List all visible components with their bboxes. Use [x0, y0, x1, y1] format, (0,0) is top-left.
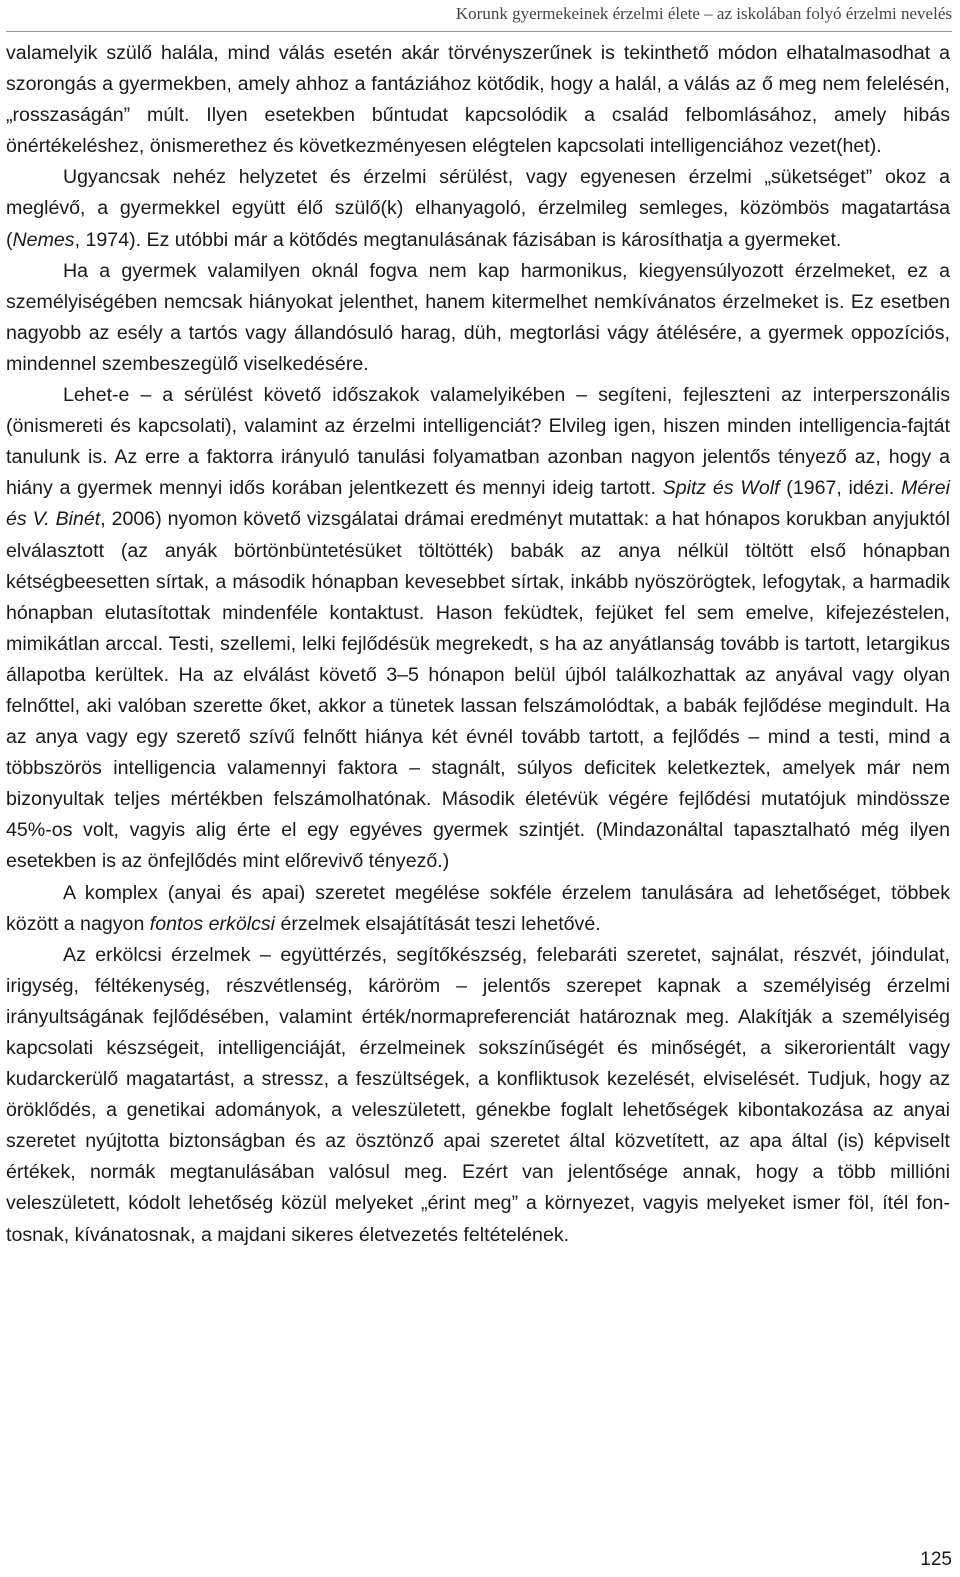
paragraph-p2: [6, 162, 950, 255]
text-segment: Ugyancsak nehéz helyzetet és érzelmi sérülést, vagy egyenesen érzelmi „süketséget” okoz a meglévő, a gyermekkel együtt élő szülő(k) elhanyagoló, érzelmileg semleges, közömbös magatartása (: [6, 166, 950, 251]
paragraph-p6: [6, 940, 950, 1251]
paragraph-p4: [6, 380, 950, 878]
italic-citation: Spitz és Wolf: [662, 477, 780, 500]
running-header: Korunk gyermekeinek érzelmi élete – az iskolában folyó érzelmi nevelés: [455, 4, 952, 23]
body-text: [6, 38, 950, 1251]
header-divider: [6, 31, 952, 32]
text-segment: , 1974). Ez utóbbi már a kötődés megtanulásának fázisában is károsíthatja a gyermeket.: [74, 228, 842, 251]
text-segment: valamelyik szülő halála, mind válás esetén akár törvényszerűnek is tekinthető módon elhatalmasodhat a szorongás a gyermekben, amely ahhoz a fantáziához kötődik, hogy a halál, a válás az ő meg nem felelésén, „rosszaságán” múlt. Ilyen esetekben bűntudat kapcsolódik a család felbomlásához, amely hibás önértékeléshez, önismerethez és következményesen elégtelen kapcsolati intelligenciához vezet(het).: [6, 42, 950, 158]
text-segment: Az erkölcsi érzelmek – együttérzés, segítőkészség, felebaráti szeretet, sajnálat, részvét, jóindulat, irigység, féltékenység, részvétlenség, káröröm – jelentős szerepet kapnak a személyiség érzelmi irányultságának fejlődésében, valamint érték/normapreferenciát határoznak meg. Alakítják a személyiség kapcsolati készségeit, intelligenciáját, érzelmeinek sokszínűségét és minőségét, a sikerorientált vagy kudarckerülő magatartást, a stressz, a feszültségek, a konfliktusok kezelését, elviselését. Tudjuk, hogy az öröklődés, a genetikai adományok, a veleszületett, génekbe foglalt lehetőségek kibontakozása az anyai szeretet nyújtotta biztonságban és az ösztönző apai szeretet által közvetített, az apa által (is) képviselt értékek, normák megtanulásában valósul meg. Ezért van jelentősége annak, hogy a több millióni veleszületett, kódolt lehetőség közül melyeket „érint meg” a környezet, vagyis melyeket ismer föl, ítél fontosnak, kívánatosnak, a majdani sikeres életvezetés feltételének.: [6, 943, 950, 1246]
text-segment: (1967, idézi.: [779, 477, 901, 500]
paragraph-p3: [6, 256, 950, 380]
paragraph-p5: [6, 878, 950, 940]
italic-citation: Nemes: [12, 228, 75, 251]
text-segment: Ha a gyermek valamilyen oknál fogva nem kap harmonikus, kiegyensúlyozott érzelmeket, ez a személyiségében nemcsak hiányokat jelenthet, hanem kitermelhet nemkívánatos érzelmeket is. Ez esetben nagyobb az esély a tartós vagy állandósuló harag, düh, megtorlási vágy átélésére, a gyermek oppozíciós, mindennel szembeszegülő viselkedésére.: [6, 259, 950, 375]
paragraph-p1: [6, 38, 950, 162]
text-segment: Lehet-e – a sérülést követő időszakok valamelyikében – segíteni, fejleszteni az interperszonális (önismereti és kapcsolati), valamint az érzelmi intelligenciát? Elvileg igen, hiszen minden intelligencia-fajtát tanulunk is. Az erre a faktorra irányuló tanulási folyamatban azonban nagyon jelentős tényező az, hogy a hiány a gyermek mennyi idős korában jelentkezett és mennyi ideig tartott.: [6, 384, 950, 500]
page-number: 125: [920, 1549, 952, 1570]
italic-citation: fontos erkölcsi: [149, 912, 276, 935]
text-segment: , 2006) nyomon követő vizsgálatai drámai eredményt mutattak: a hat hónapos korukban anyjuktól elválasztott (az anyák börtönbüntetésüket töltötték) babák az anya nélkül töltött első hónapban kétségbeesetten sírtak, a második hónapban kevesebbet sírtak, inkább nyöszörögtek, lefogytak, a harmadik hónapban elutasítottak mindenféle kontaktust. Hason feküdtek, fejüket fel sem emelve, kifejezéstelen, mimikátlan arccal. Testi, szellemi, lelki fejlődésük megrekedt, s ha az anyátlanság tovább is tartott, letargikus állapotba kerültek. Ha az elválást követő 3–5 hónapon belül újból találkozhattak az anyával vagy olyan felnőttel, aki valóban szerette őket, akkor a tünetek lassan felszámolódtak, a babák fejlődése megindult. Ha az anya vagy egy szerető szívű felnőtt hiánya két évnél tovább tartott, a fejlődés – mind a testi, mind a többszörös intelligencia valamennyi faktora – stagnált, súlyos deficitek keletkeztek, amelyek már nem bizonyultak teljes mértékben felszámolhatónak. Második életévük végére fejlődési mutatójuk mindössze 45%-os volt, vagyis alig érte el egy egyéves gyermek szintjét. (Mindazonáltal tapasztalható még ilyen esetekben is az önfejlődés mint előrevivő tényező.): [6, 508, 950, 873]
text-segment: érzelmek elsajátítását teszi lehetővé.: [275, 912, 601, 935]
text-segment: A komplex (anyai és apai) szeretet megélése sokféle érzelem tanulására ad lehetőséget, többek között a nagyon: [6, 881, 950, 935]
italic-citation: Mérei és V. Binét: [6, 477, 950, 531]
